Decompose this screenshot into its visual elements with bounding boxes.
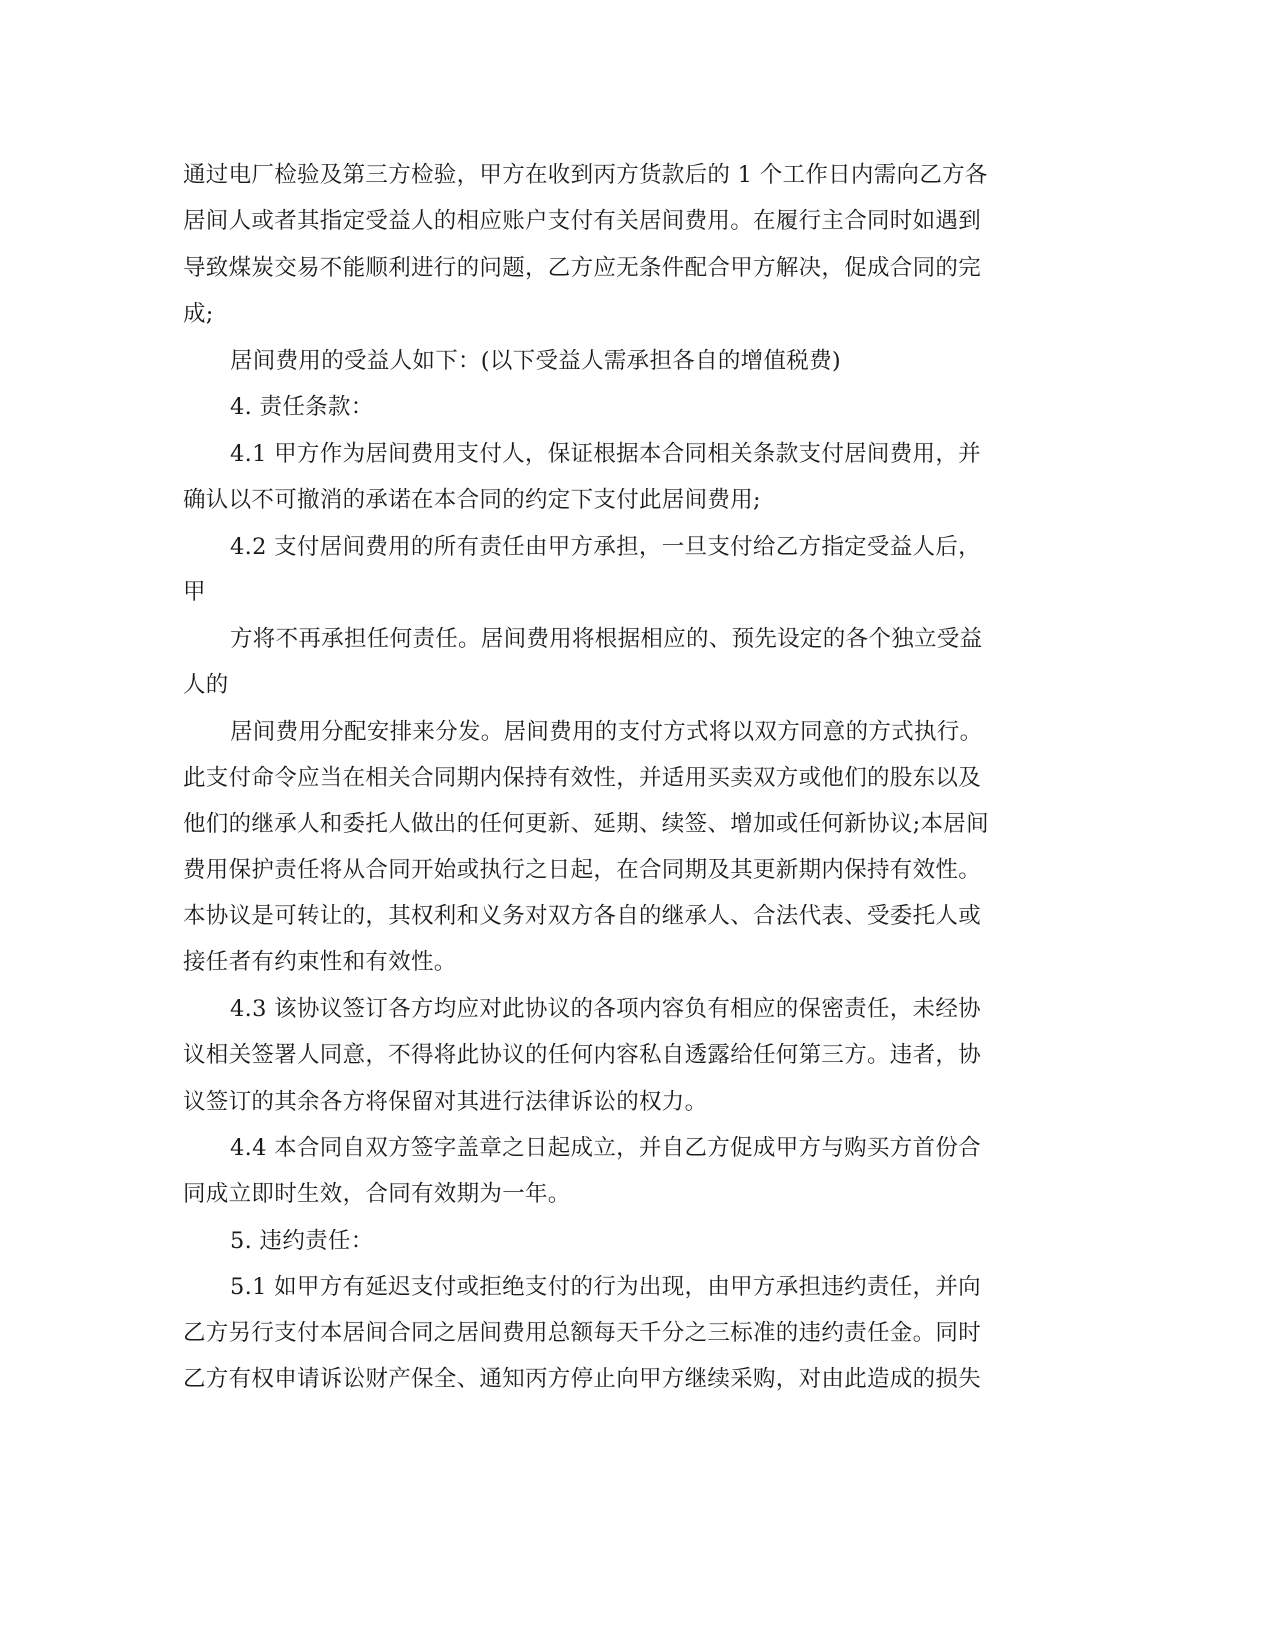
text-line: 成; <box>183 301 214 327</box>
text-line: 本协议是可转让的，其权利和义务对双方各自的继承人、合法代表、受委托人或 <box>183 903 982 929</box>
text-line: 人的 <box>183 672 229 698</box>
text-line: 4.3 该协议签订各方均应对此协议的各项内容负有相应的保密责任，未经协 <box>230 996 981 1022</box>
text-line: 同成立即时生效，合同有效期为一年。 <box>183 1181 571 1207</box>
text-line: 接任者有约束性和有效性。 <box>183 949 457 975</box>
text-line: 乙方有权申请诉讼财产保全、通知丙方停止向甲方继续采购，对由此造成的损失 <box>183 1366 982 1392</box>
text-line: 4.2 支付居间费用的所有责任由甲方承担，一旦支付给乙方指定受益人后， <box>230 534 981 560</box>
text-line: 4.4 本合同自双方签字盖章之日起成立，并自乙方促成甲方与购买方首份合 <box>230 1135 981 1161</box>
text-line: 此支付命令应当在相关合同期内保持有效性，并适用买卖双方或他们的股东以及 <box>183 765 982 791</box>
text-line: 居间人或者其指定受益人的相应账户支付有关居间费用。在履行主合同时如遇到 <box>183 208 982 234</box>
text-line: 乙方另行支付本居间合同之居间费用总额每天千分之三标准的违约责任金。同时 <box>183 1320 982 1346</box>
text-line: 甲 <box>183 579 206 605</box>
text-line: 确认以不可撤消的承诺在本合同的约定下支付此居间费用; <box>183 487 761 513</box>
text-line: 费用保护责任将从合同开始或执行之日起，在合同期及其更新期内保持有效性。 <box>183 857 982 883</box>
text-line: 议签订的其余各方将保留对其进行法律诉讼的权力。 <box>183 1089 708 1115</box>
text-line: 他们的继承人和委托人做出的任何更新、延期、续签、增加或任何新协议;本居间 <box>183 811 989 837</box>
text-line: 4.1 甲方作为居间费用支付人，保证根据本合同相关条款支付居间费用，并 <box>230 441 981 467</box>
text-line: 方将不再承担任何责任。居间费用将根据相应的、预先设定的各个独立受益 <box>230 626 983 652</box>
text-line: 5.1 如甲方有延迟支付或拒绝支付的行为出现，由甲方承担违约责任，并向 <box>230 1274 981 1300</box>
section-heading: 5. 违约责任： <box>230 1228 374 1254</box>
text-line: 居间费用的受益人如下：(以下受益人需承担各自的增值税费) <box>230 348 841 374</box>
section-heading: 4. 责任条款： <box>230 394 374 420</box>
text-line: 居间费用分配安排来分发。居间费用的支付方式将以双方同意的方式执行。 <box>230 719 983 745</box>
text-line: 导致煤炭交易不能顺利进行的问题，乙方应无条件配合甲方解决，促成合同的完 <box>183 255 982 281</box>
text-line: 议相关签署人同意，不得将此协议的任何内容私自透露给任何第三方。违者，协 <box>183 1042 982 1068</box>
text-line: 通过电厂检验及第三方检验，甲方在收到丙方货款后的 1 个工作日内需向乙方各 <box>183 162 988 188</box>
